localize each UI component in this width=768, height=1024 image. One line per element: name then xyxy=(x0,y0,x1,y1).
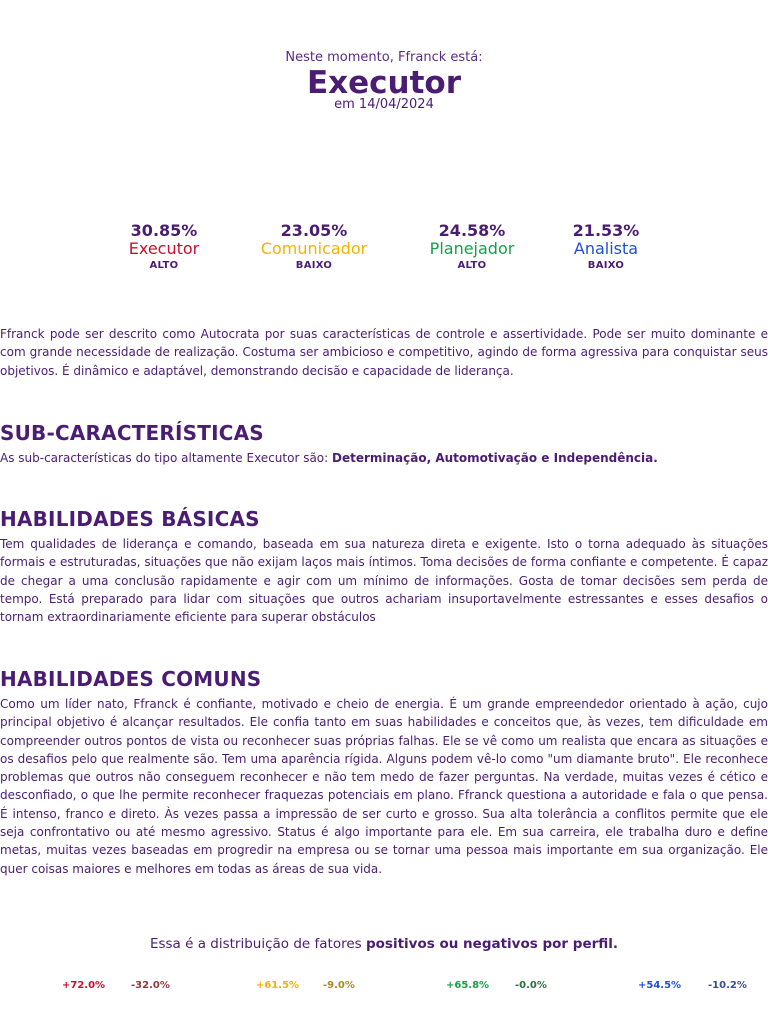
profile-lead: Neste momento, Ffranck está: xyxy=(285,50,483,65)
sub-characteristics-list: Determinação, Automotivação e Independência. xyxy=(332,451,658,465)
distribution-bold: positivos ou negativos por perfil. xyxy=(365,936,619,952)
distribution-caption xyxy=(0,936,768,952)
profile-scores xyxy=(0,222,768,282)
basic-skills-text: Tem qualidades de liderança e comando, baseada em sua natureza direta e exigente. Isto o torna adequado às situações formais e estruturadas, situações que não exijam laços mais íntimos. Toma decisões de forma confiante e competente. É capaz de chegar a uma conclusão rapidamente e agir com um mínimo de informações. Gosta de tomar decisões sem perda de tempo. Está preparado para lidar com situações que outros achariam insuportavelmente estressantes e esses desafios o tornam extraordinariamente eficiente para superar obstáculos xyxy=(0,537,768,625)
score-level: BAIXO xyxy=(295,260,333,271)
score-name: Comunicador xyxy=(260,239,368,258)
score-comunicador xyxy=(234,222,394,271)
score-executor xyxy=(84,222,244,271)
factor-executor-negative: -32.0% xyxy=(131,980,170,991)
factor-planejador-negative: -0.0% xyxy=(515,980,547,991)
factor-analista-positive: +54.5% xyxy=(638,980,682,991)
factor-comunicador-positive: +61.5% xyxy=(256,980,300,991)
factor-distribution xyxy=(0,980,768,994)
score-percent: 21.53% xyxy=(572,221,640,240)
score-percent: 30.85% xyxy=(130,221,198,240)
score-percent: 24.58% xyxy=(438,221,506,240)
profile-header xyxy=(0,50,768,111)
score-percent: 23.05% xyxy=(280,221,348,240)
score-analista xyxy=(526,222,686,271)
profile-title: Executor xyxy=(306,65,462,101)
distribution-lead: Essa é a distribuição de fatores xyxy=(149,936,366,952)
score-level: ALTO xyxy=(457,260,487,271)
factor-executor-positive: +72.0% xyxy=(62,980,106,991)
intro-paragraph: Ffranck pode ser descrito como Autocrata por suas características de controle e assertividade. Pode ser muito dominante e com grande necessidade de realização. Costuma ser ambicioso e competitivo, agindo de forma agressiva para conquistar seus objetivos. É dinâmico e adaptável, demonstrando decisão e capacidade de liderança. xyxy=(0,327,768,378)
common-skills-title: HABILIDADES COMUNS xyxy=(0,667,262,691)
profile-date: em 14/04/2024 xyxy=(334,97,434,112)
score-name: Analista xyxy=(573,239,639,258)
factor-comunicador-negative: -9.0% xyxy=(323,980,355,991)
sub-characteristics-title: SUB-CARACTERÍSTICAS xyxy=(0,421,264,445)
score-level: BAIXO xyxy=(587,260,625,271)
score-level: ALTO xyxy=(149,260,179,271)
score-name: Executor xyxy=(128,239,200,258)
common-skills-text: Como um líder nato, Ffranck é confiante, motivado e cheio de energia. É um grande empreendedor orientado à ação, cujo principal objetivo é alcançar resultados. Ele confia tanto em suas habilidades e conceitos que, às vezes, tem dificuldade em compreender outros pontos de vista ou reconhecer suas próprias falhas. Ele se vê como um realista que encara as situações e os desafios pelo que realmente são. Tem uma aparência rígida. Alguns podem vê-lo como "um diamante bruto". Ele reconhece problemas que outros não conseguem reconhecer e não tem medo de fazer perguntas. Na verdade, muitas vezes é cético e desconfiado, o que lhe permite reconhecer fraquezas potenciais em plano. Ffranck questiona a autoridade e fala o que pensa. É intenso, franco e direto. Às vezes passa a impressão de ser curto e grosso. Sua alta tolerância a conflitos permite que ele seja confrontativo ou até mesmo agressivo. Status é algo importante para ele. Em sua carreira, ele trabalha duro e define metas, muitas vezes baseadas em progredir na empresa ou se tornar uma pessoa mais importante em sua organização. Ele quer coisas maiores e melhores em todas as áreas de sua vida. xyxy=(0,697,768,876)
score-name: Planejador xyxy=(429,239,515,258)
factor-analista-negative: -10.2% xyxy=(708,980,747,991)
sub-characteristics-lead: As sub-características do tipo altamente Executor são: xyxy=(0,451,332,465)
basic-skills-title: HABILIDADES BÁSICAS xyxy=(0,507,260,531)
factor-planejador-positive: +65.8% xyxy=(446,980,490,991)
sub-characteristics-text xyxy=(0,449,768,467)
